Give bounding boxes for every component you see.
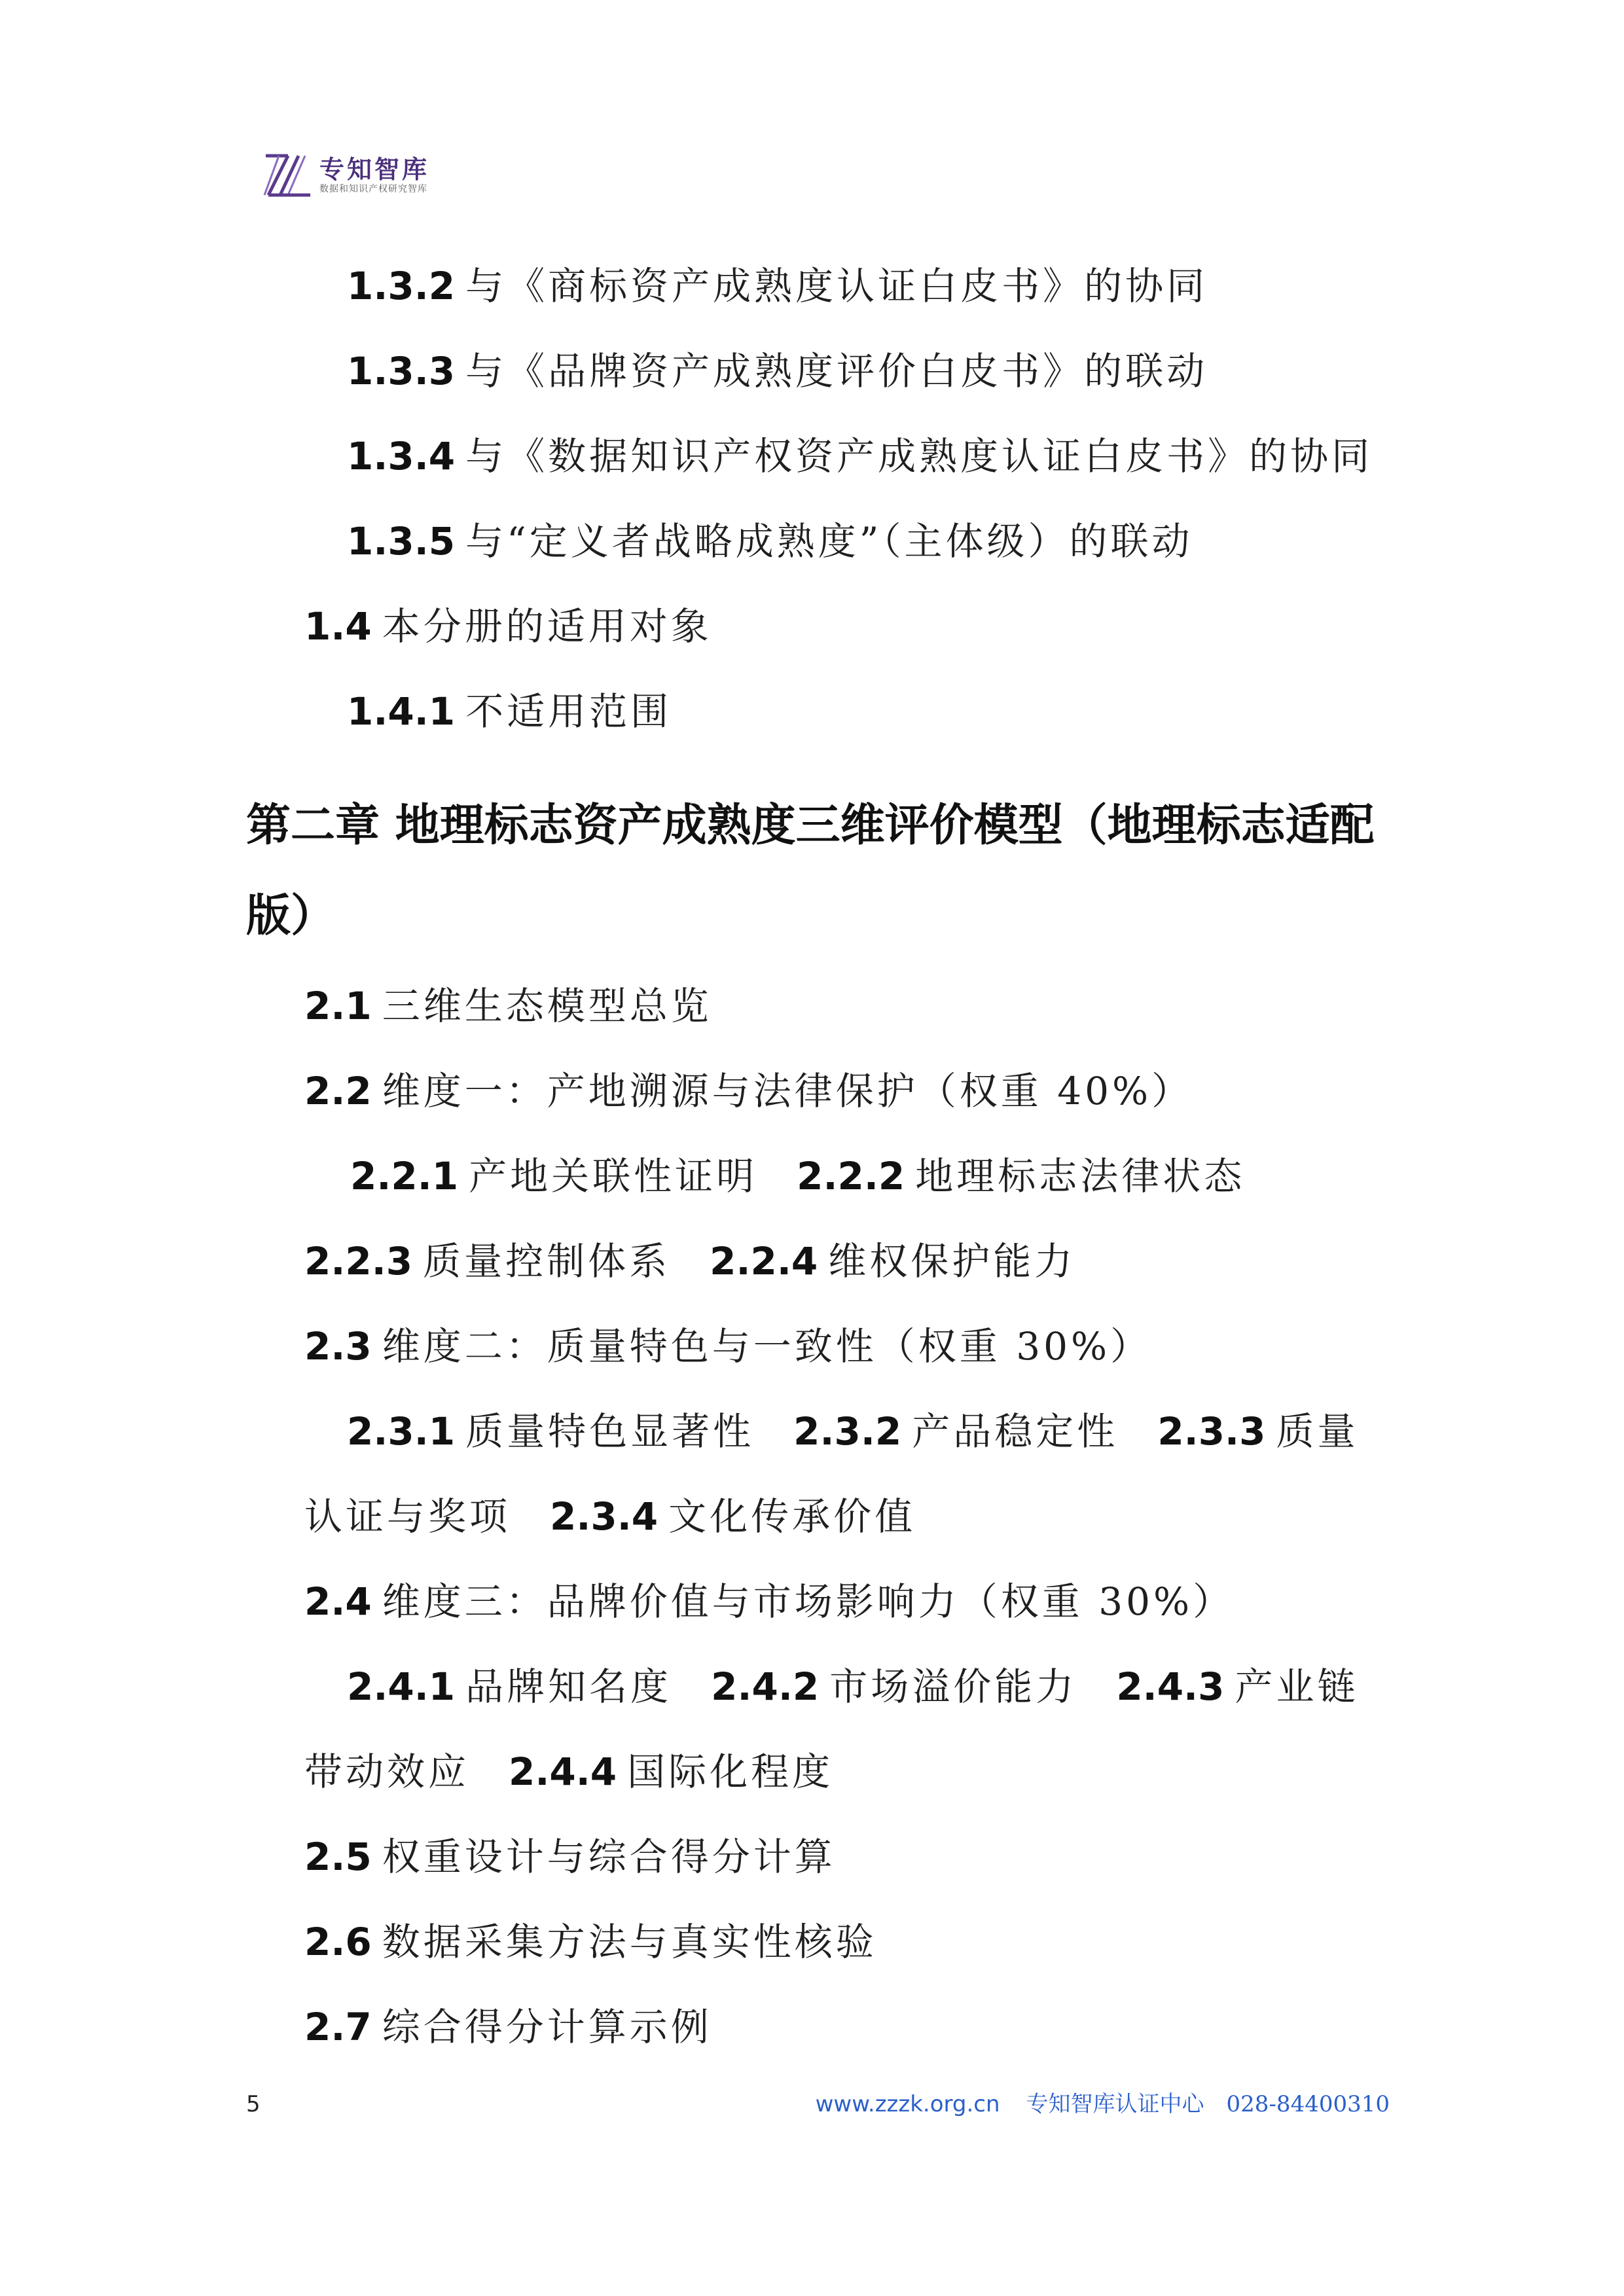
toc-number: 2.4.1 xyxy=(347,1664,456,1709)
toc-number: 1.3.2 xyxy=(347,264,456,308)
toc-number: 2.2.1 xyxy=(350,1154,459,1198)
toc-title: 地理标志法律状态 xyxy=(915,1154,1246,1198)
footer-org: 专知智库认证中心 xyxy=(1026,2091,1204,2117)
toc-entry-1-4-1[interactable] xyxy=(347,689,672,734)
toc-number: 2.2.4 xyxy=(710,1239,818,1283)
toc-number: 2.4 xyxy=(304,1579,372,1624)
toc-entry-1-3-3[interactable] xyxy=(347,348,1208,394)
toc-title: 国际化程度 xyxy=(627,1749,834,1794)
toc-title: 产地关联性证明 xyxy=(469,1154,758,1198)
toc-title: 与《商标资产成熟度认证白皮书》的协同 xyxy=(465,264,1208,308)
chapter-2-heading-cont[interactable]: 版） xyxy=(246,890,336,942)
toc-number: 2.4.3 xyxy=(1116,1664,1225,1709)
toc-entry-2-4[interactable] xyxy=(304,1579,1234,1624)
toc-number: 2.1 xyxy=(304,984,372,1028)
toc-number: 1.3.4 xyxy=(347,434,456,478)
toc-title: 维度一：产地溯源与法律保护（权重 40%） xyxy=(382,1069,1193,1113)
toc-number: 2.5 xyxy=(304,1835,372,1879)
toc-entry-2-3-3-4[interactable] xyxy=(304,1494,916,1539)
toc-number: 1.4 xyxy=(304,604,372,649)
toc-number: 2.2.3 xyxy=(304,1239,413,1283)
toc-entry-2-4-3-4[interactable] xyxy=(304,1749,833,1795)
toc-number: 2.4.4 xyxy=(509,1749,617,1794)
toc-entry-2-1[interactable] xyxy=(304,983,712,1029)
toc-number: 2.3.1 xyxy=(347,1409,456,1454)
toc-title: 产业链 xyxy=(1235,1664,1359,1709)
toc-title: 三维生态模型总览 xyxy=(382,984,712,1028)
toc-title: 与《数据知识产权资产成熟度认证白皮书》的协同 xyxy=(465,434,1373,478)
toc-title: 文化传承价值 xyxy=(668,1494,916,1539)
toc-number: 2.2 xyxy=(304,1069,372,1113)
toc-title: 数据采集方法与真实性核验 xyxy=(382,1920,877,1964)
zk-logo-icon xyxy=(262,152,314,199)
toc-entry-2-3-1-3[interactable] xyxy=(347,1408,1358,1454)
logo-name: 专知智库 xyxy=(319,155,430,184)
logo-tagline: 数据和知识产权研究智库 xyxy=(319,184,427,194)
toc-title: 维度二：质量特色与一致性（权重 30%） xyxy=(382,1324,1152,1369)
toc-number: 1.3.5 xyxy=(347,519,456,564)
toc-title: 产品稳定性 xyxy=(912,1409,1119,1454)
footer-url-link[interactable]: www.zzzk.org.cn xyxy=(815,2091,1000,2117)
toc-title: 维权保护能力 xyxy=(828,1239,1076,1283)
toc-entry-2-2-3-4[interactable] xyxy=(304,1238,1075,1284)
footer-phone: 028-84400310 xyxy=(1226,2091,1390,2117)
toc-title: 质量控制体系 xyxy=(423,1239,671,1283)
toc-number: 2.2.2 xyxy=(797,1154,905,1198)
header-logo xyxy=(262,149,524,202)
toc-entry-2-2-1-2[interactable] xyxy=(350,1153,1245,1199)
toc-number: 2.3.3 xyxy=(1157,1409,1266,1454)
toc-entry-2-5[interactable] xyxy=(304,1834,836,1880)
toc-entry-1-3-2[interactable] xyxy=(347,263,1208,309)
toc-entry-1-3-5[interactable] xyxy=(347,518,1193,564)
toc-title: 认证与奖项 xyxy=(304,1494,511,1539)
toc-number: 1.4.1 xyxy=(347,689,456,734)
toc-entry-2-2[interactable] xyxy=(304,1068,1193,1114)
toc-number: 2.3.4 xyxy=(550,1494,659,1539)
toc-entry-2-6[interactable] xyxy=(304,1919,877,1965)
toc-entry-2-7[interactable] xyxy=(304,2004,712,2050)
toc-title: 维度三：品牌价值与市场影响力（权重 30%） xyxy=(382,1579,1235,1624)
toc-entry-1-3-4[interactable] xyxy=(347,433,1373,479)
toc-number: 2.3.2 xyxy=(793,1409,902,1454)
toc-title: 不适用范围 xyxy=(465,689,672,734)
toc-title: 与“定义者战略成熟度”（主体级）的联动 xyxy=(465,519,1193,564)
chapter-2-heading[interactable]: 第二章 地理标志资产成熟度三维评价模型（地理标志适配 xyxy=(246,800,1375,852)
page-number: 5 xyxy=(246,2091,261,2117)
toc-number: 2.3 xyxy=(304,1324,372,1369)
toc-title: 质量 xyxy=(1276,1409,1359,1454)
toc-title: 综合得分计算示例 xyxy=(382,2005,712,2049)
toc-title: 带动效应 xyxy=(304,1749,470,1794)
toc-number: 2.7 xyxy=(304,2005,372,2049)
toc-entry-1-4[interactable] xyxy=(304,603,712,649)
footer-contact xyxy=(816,2091,1390,2117)
toc-title: 本分册的适用对象 xyxy=(382,604,712,649)
toc-entry-2-4-1-3[interactable] xyxy=(347,1664,1358,1710)
toc-title: 质量特色显著性 xyxy=(465,1409,755,1454)
toc-title: 市场溢价能力 xyxy=(829,1664,1077,1709)
toc-title: 权重设计与综合得分计算 xyxy=(382,1835,836,1879)
toc-entry-2-3[interactable] xyxy=(304,1323,1151,1369)
toc-number: 1.3.3 xyxy=(347,349,456,393)
toc-title: 与《品牌资产成熟度评价白皮书》的联动 xyxy=(465,349,1208,393)
toc-number: 2.6 xyxy=(304,1920,372,1964)
toc-number: 2.4.2 xyxy=(711,1664,820,1709)
toc-title: 品牌知名度 xyxy=(465,1664,672,1709)
